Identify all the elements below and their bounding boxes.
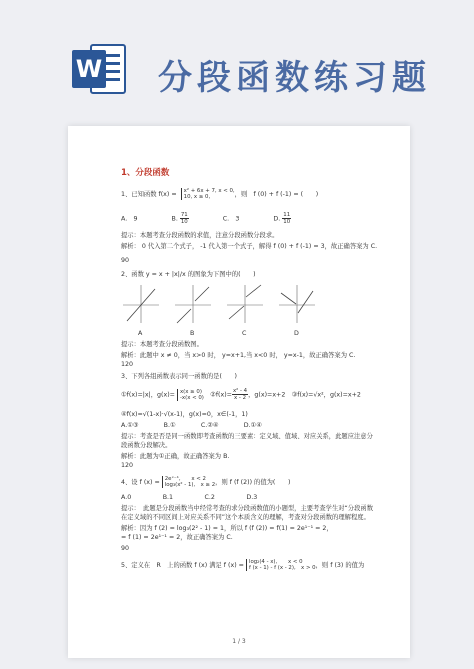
q1-hint: 提示：本题考查分段函数的求值，注意分段函数分段求。: [121, 232, 279, 239]
q3-code: 120: [121, 462, 134, 469]
q1-stem: 1、已知函数 f(x) = x² + 6x + 7, x < 0, 10, x ≥ 0, ，则 f (0) + f (-1) = ( ): [121, 188, 319, 200]
q4-code: 90: [121, 545, 130, 552]
word-logo-letter: W: [72, 50, 106, 88]
q5-stem: 5、定义在 R 上的函数 f (x) 满足 f (x) = log₂(4 - x), x < 0 f (x - 1) - f (x - 2), x > 0 ，则 f (3) 的值为: [121, 559, 365, 571]
q2-solution: 解析：此题中 x ≠ 0，当 x>0 时， y=x+1,当 x<0 时， y=x-1，故正确答案为 C.: [121, 352, 356, 359]
q2-graph-a: [121, 283, 161, 327]
q1-solution: 解析： 0 代入第二个式子， -1 代入第一个式子，解得 f (0) + f (-1) = 3，故正确答案为 C.: [121, 243, 378, 250]
q3-options: A.①③ B.① C.②④ D.①④: [121, 422, 262, 429]
q2-label-c: C: [242, 330, 247, 337]
q2-graph-c: [225, 283, 265, 327]
document-page: [68, 126, 410, 658]
q4-stem: 4、设 f (x) = 2eˣ⁻¹, x < 2 log₃(x² - 1), x ≥ 2 ，则 f (f (2)) 的值为( ): [121, 476, 291, 488]
document-title: 分段函数练习题: [158, 58, 431, 98]
q4-hint-cont: 在定义域的不同区间上对应关系不同”这个本质含义的理解，考查对分段函数的理解程度。: [121, 514, 370, 521]
q3-solution: 解析：此题为①正确，故正确答案为 B.: [121, 453, 230, 460]
q2-graph-d: [277, 283, 317, 327]
q2-label-d: D: [294, 330, 299, 337]
section-title: 1、分段函数: [121, 168, 170, 178]
q4-solution: 解析：因为 f (2) = log₃(2² - 1) = 1，所以 f (f (2)) = f(1) = 2e¹⁻¹ = 2，: [121, 525, 333, 532]
page-number: 1 / 3: [232, 638, 246, 645]
q2-hint: 提示：本题考查分段函数图。: [121, 341, 203, 348]
q2-label-b: B: [190, 330, 195, 337]
q4-hint: 提示： 此题是分段函数当中经常考查的求分段函数值的小题型，主要考查学生对“分段函数: [121, 505, 373, 512]
word-logo-icon: [72, 40, 130, 98]
page-header: [0, 0, 474, 130]
q3-hint-cont: 段函数分段解决。: [121, 442, 172, 449]
q3-hint: 提示：考查是否是同一函数即考查函数的三要素：定义域、值域、对应关系，此题应注意分: [121, 433, 373, 440]
q1-code: 90: [121, 257, 130, 264]
q4-options: A.0 B.1 C.2 D.3: [121, 494, 258, 501]
q2-code: 120: [121, 361, 134, 368]
q3-stem: 3、下列各组函数表示同一函数的是( ): [121, 373, 237, 380]
q4-solution-cont: = f (1) = 2e¹⁻¹ = 2，故正确答案为 C.: [121, 534, 233, 541]
q2-graph-b: [173, 283, 213, 327]
q3-row2: ④f(x)=√(1-x)·√(x-1)，g(x)=0，x∈(-1，1): [121, 411, 248, 418]
q2-stem: 2、函数 y = x + |x|/x 的图象为下图中的( ): [121, 271, 256, 278]
q2-label-a: A: [138, 330, 143, 337]
q3-row1: ①f(x)=|x|，g(x)= x(x ≥ 0) -x(x < 0) ②f(x)= $\frac{\text{x² - 4}}{x - 2}$ ，g(x)=x+2 ③f(x)=√x²，g(x)=x+2: [121, 388, 361, 401]
q1-options: A. 9 B. $\frac{71}{10}$ C. 3 D. $\frac{11}{10}$: [121, 212, 291, 225]
